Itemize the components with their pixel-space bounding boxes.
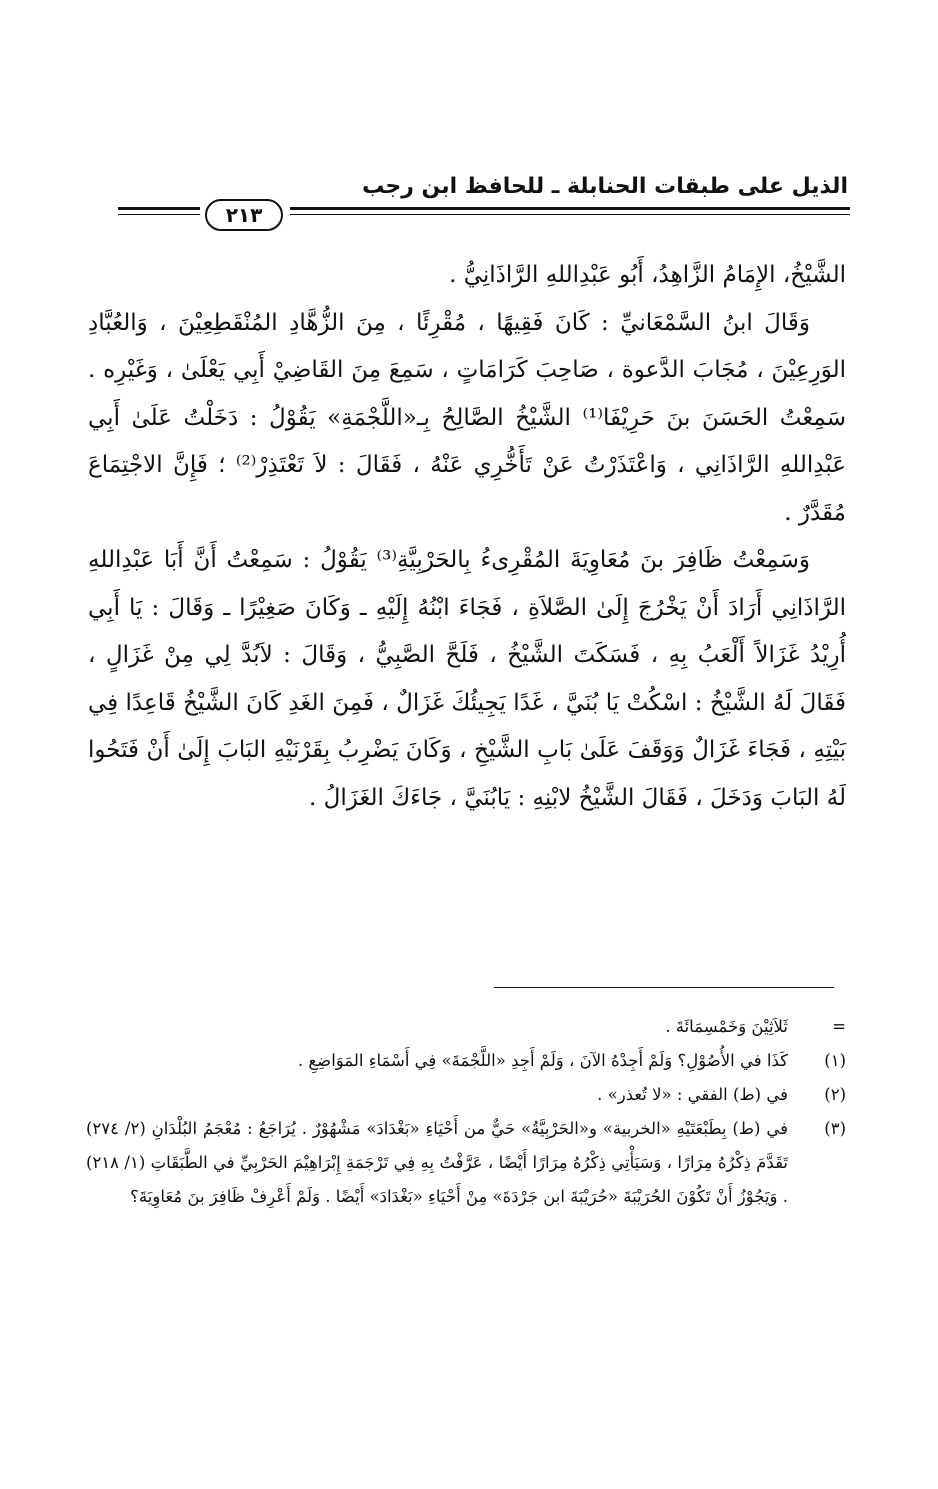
footnote-marker: (٣) bbox=[824, 1119, 846, 1138]
footnote-item bbox=[86, 1078, 846, 1112]
paragraph: الشَّيْخُ، الإِمَامُ الزَّاهِدُ، أَبُو عَبْدِاللهِ الرَّاذَانِيُّ . bbox=[449, 262, 846, 288]
footnote-text: ثَلاَثِيْنَ وَخَمْسِمَائَةَ . bbox=[665, 1017, 788, 1036]
footnotes bbox=[86, 1010, 846, 1214]
header-rule-left-thin bbox=[118, 214, 200, 215]
footnote-text: في (ط) الفقي : «لا تُعذر» . bbox=[597, 1085, 788, 1104]
footnote-marker: (١) bbox=[824, 1051, 846, 1070]
footnote-text: كَذَا في الأُصُوْلِ؟ وَلَمْ أَجِدْهُ الآنَ ، وَلَمْ أَجِدِ «اللَّجْمَةَ» فِي أَسْمَاءِ المَوَاضِعِ . bbox=[297, 1051, 788, 1070]
footnote-marker: (٢) bbox=[824, 1085, 846, 1104]
paragraph: وَقَالَ ابنُ السَّمْعَانيِّ : كَانَ فَقِيهًا ، مُقْرِئًا ، مِنَ الزُّهَّادِ المُنْقَطِعِيْنَ ، وَالعُبَّادِ الوَرِعِيْنَ ، مُجَابَ الدَّعوة ، صَاحِبَ كَرَامَاتٍ ، سَمِعَ مِنَ القَاضِيْ أَبِي يَعْلَىٰ ، وَغَيْرِه . سَمِعْتُ الحَسَنَ بنَ حَرِيْفَا⁽¹⁾ الشَّيْخُ الصَّالِحُ بِـ«اللَّجْمَةِ» يَقُوْلُ : دَخَلْتُ عَلَىٰ أَبِي عَبْدِاللهِ الرَّاذَانِي ، وَاعْتَذَرْتُ عَنْ تَأَخُّرِي عَنْهُ ، فَقَالَ : لاَ تَعْتَذِرْ⁽²⁾ ؛ فَإِنَّ الاجْتِمَاعَ مُقَدَّرٌ . bbox=[88, 309, 846, 526]
footnote-item bbox=[86, 1112, 846, 1214]
header-rule-right-thick bbox=[290, 207, 850, 210]
footnote-text: في (ط) بِطَبْعَتَيْهِ «الخربية» و«الحَرْبِيَّةُ» حَيٌّ من أَحْيَاءِ «بَغْدَادَ» مَشْهُوْرٌ . يُرَاجَعُ : مُعْجَمُ البُلْدَانِ (٢/ ٢٧٤) تَقَدَّمَ ذِكْرُهُ مِرَارًا ، وَسَيَأْتِي ذِكْرُهُ مِرَارًا أَيْضًا ، عَرَّفْتُ بِهِ فِي تَرْجَمَةِ إِبْرَاهِيْمَ الحَرْبِيِّ في الطَّبَقَاتِ (١/ ٢١٨) . وَيَجُوْزُ أَنْ تَكُوْنَ الحُرَيْبَةَ «حُرَيْبَةَ ابن جَرْدَةَ» مِنْ أَحْيَاءِ «بَغْدَادَ» أَيْضًا . وَلَمْ أَعْرِفْ ظَافِرَ بنَ مُعَاوِيَةَ؟ bbox=[86, 1119, 789, 1206]
footnote-item bbox=[86, 1010, 846, 1044]
header-rule-right-thin bbox=[290, 214, 850, 215]
header-rule-left-thick bbox=[118, 207, 200, 210]
footnote-item bbox=[86, 1044, 846, 1078]
footnote-marker: = bbox=[832, 1017, 846, 1036]
paragraph: وَسَمِعْتُ ظَافِرَ بنَ مُعَاوِيَةَ المُقْرِىءُ بِالحَرْبِيَّةِ⁽³⁾ يَقُوْلُ : سَمِعْتُ أَنَّ أَبَا عَبْدِاللهِ الرَّاذَانِي أَرَادَ أَنْ يَخْرُجَ إِلَىٰ الصَّلاَةِ ، فَجَاءَ ابْنُهُ إِلَيْهِ ـ وَكَانَ صَغِيْرًا ـ وَقَالَ : يَا أَبِي أُرِيْدُ غَزَالاً أَلْعَبُ بِهِ ، فَسَكَتَ الشَّيْخُ ، فَلَحَّ الصَّبِيُّ ، وَقَالَ : لاَبُدَّ لِي مِنْ غَزَالٍ ، فَقَالَ لَهُ الشَّيْخُ : اسْكُتْ يَا بُنَيَّ ، غَدًا يَجِيئُكَ غَزَالٌ ، فَمِنَ الغَدِ كَانَ الشَّيْخُ قَاعِدًا فِي بَيْتِهِ ، فَجَاءَ غَزَالٌ وَوَقَفَ عَلَىٰ بَابِ الشَّيْخِ ، وَكَانَ يَضْرِبُ بِقَرْنَيْهِ البَابَ إِلَىٰ أَنْ فَتَحُوا لَهُ البَابَ وَدَخَلَ ، فَقَالَ الشَّيْخُ لابْنِهِ : يَابُنَيَّ ، جَاءَكَ الغَزَالُ . bbox=[88, 547, 846, 811]
running-header-title: الذيل على طبقات الحنابلة ـ للحافظ ابن رجب bbox=[362, 174, 848, 199]
main-text bbox=[88, 252, 846, 822]
page-number: ٢١٣ bbox=[205, 199, 283, 231]
footnote-separator bbox=[494, 987, 834, 988]
